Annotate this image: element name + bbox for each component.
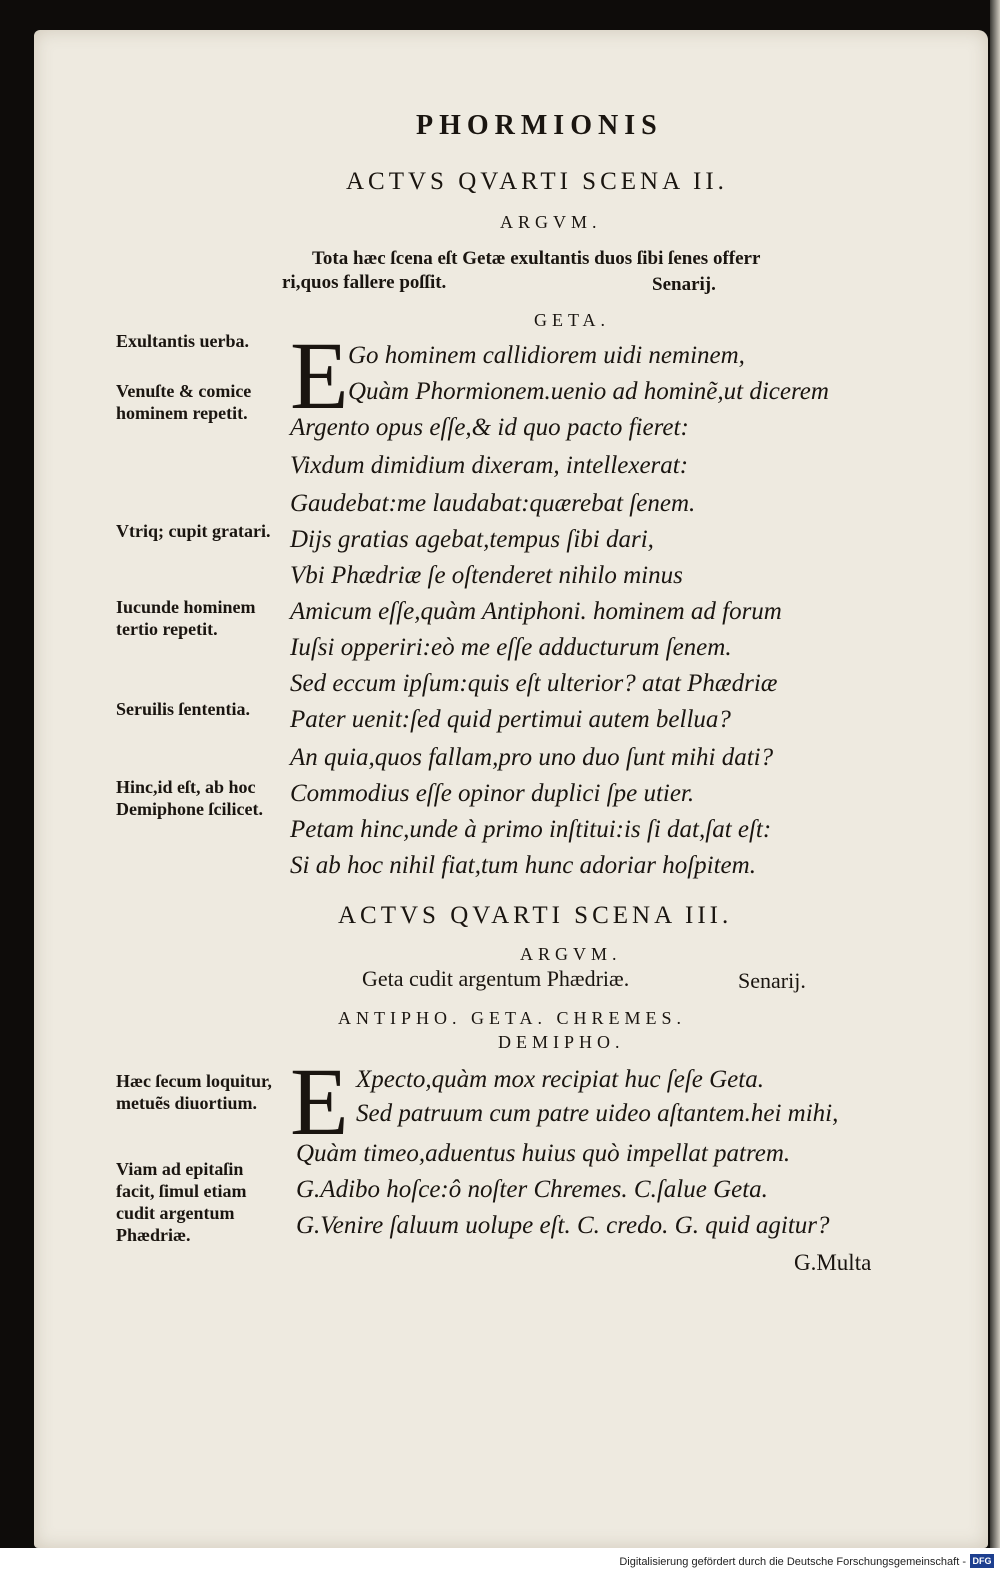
margin-note: Hæc ſecum loquitur, metuẽs diuortium. — [116, 1071, 272, 1113]
verse-line: Quàm timeo,aduentus huius quò impellat patrem. — [296, 1140, 791, 1167]
page-edge — [990, 0, 1000, 1572]
verse-line: Iuſsi opperiri:eò me eſſe adducturum ſenem. — [290, 634, 732, 661]
margin-note: Hinc,id eſt, ab hoc Demiphone ſcilicet. — [116, 777, 263, 819]
verse-line: Pater uenit:ſed quid pertimui autem bellua? — [290, 706, 731, 733]
margin-note: Viam ad epitaſin facit, ſimul etiam cudit argentum Phædriæ. — [116, 1159, 247, 1245]
verse-line: Amicum eſſe,quàm Antiphoni. hominem ad forum — [290, 598, 782, 625]
margin-note: Iucunde hominem tertio repetit. — [116, 597, 256, 639]
verse-line: Vixdum dimidium dixeram, intellexerat: — [290, 452, 689, 479]
scene3-heading: ACTVS QVARTI SCENA III. — [338, 902, 733, 929]
scene3-argum-label: ARGVM. — [520, 944, 622, 964]
footer-credit: Digitalisierung gefördert durch die Deutsche Forschungsgemeinschaft - — [619, 1556, 966, 1568]
dfg-logo: DFG — [970, 1554, 994, 1568]
verse-line: Sed patruum cum patre uideo aſtantem.hei mihi, — [356, 1100, 839, 1127]
verse-line: Vbi Phædriæ ſe oſtenderet nihilo minus — [290, 562, 683, 589]
verse-line: G.Venire ſaluum uolupe eſt. C. credo. G. quid agitur? — [296, 1212, 830, 1239]
verse-line: Dijs gratias agebat,tempus ſibi dari, — [290, 526, 654, 553]
verse-line: Petam hinc,unde à primo inſtitui:is ſi dat,ſat eſt: — [290, 816, 772, 843]
verse-line: Argento opus eſſe,& id quo pacto fieret: — [290, 414, 689, 441]
scene3-speakers-1: ANTIPHO. GETA. CHREMES. — [338, 1008, 687, 1028]
running-title: PHORMIONIS — [416, 110, 663, 141]
margin-note: Seruilis ſententia. — [116, 699, 250, 719]
verse-line: Go hominem callidiorem uidi neminem, — [348, 342, 745, 369]
scene3-dropcap: E — [290, 1048, 349, 1155]
verse-line: Quàm Phormionem.uenio ad hominẽ,ut dicerem — [348, 378, 829, 405]
scene2-heading: ACTVS QVARTI SCENA II. — [346, 168, 728, 195]
scene2-dropcap: E — [290, 322, 349, 429]
scene2-argum-line2: ri,quos fallere poſſit. — [282, 272, 447, 293]
scene3-speakers-2: DEMIPHO. — [498, 1032, 625, 1052]
scene2-meter: Senarij. — [652, 274, 716, 295]
verse-line: Xpecto,quàm mox recipiat huc ſeſe Geta. — [356, 1066, 764, 1093]
scene2-argum-line1: Tota hæc ſcena eſt Getæ exultantis duos ſibi ſenes offerr — [312, 248, 761, 269]
verse-line: Sed eccum ipſum:quis eſt ulterior? atat Phædriæ — [290, 670, 778, 697]
verse-line: G.Adibo hoſce:ô noſter Chremes. C.ſalue Geta. — [296, 1176, 768, 1203]
verse-line: Si ab hoc nihil fiat,tum hunc adoriar hoſpitem. — [290, 852, 756, 879]
catchword: G.Multa — [794, 1250, 872, 1275]
margin-note: Venuſte & comice hominem repetit. — [116, 381, 252, 423]
margin-note: Exultantis uerba. — [116, 331, 250, 351]
verse-line: Gaudebat:me laudabat:quærebat ſenem. — [290, 490, 696, 517]
scene2-speaker: GETA. — [534, 310, 611, 330]
verse-line: An quia,quos fallam,pro uno duo ſunt mihi dati? — [290, 744, 774, 771]
margin-note: Vtriq; cupit gratari. — [116, 521, 271, 541]
scene3-argum-text: Geta cudit argentum Phædriæ. — [362, 966, 630, 991]
scene3-meter: Senarij. — [738, 968, 806, 993]
verse-line: Commodius eſſe opinor duplici ſpe utier. — [290, 780, 695, 807]
scene2-argum-label: ARGVM. — [500, 212, 602, 232]
